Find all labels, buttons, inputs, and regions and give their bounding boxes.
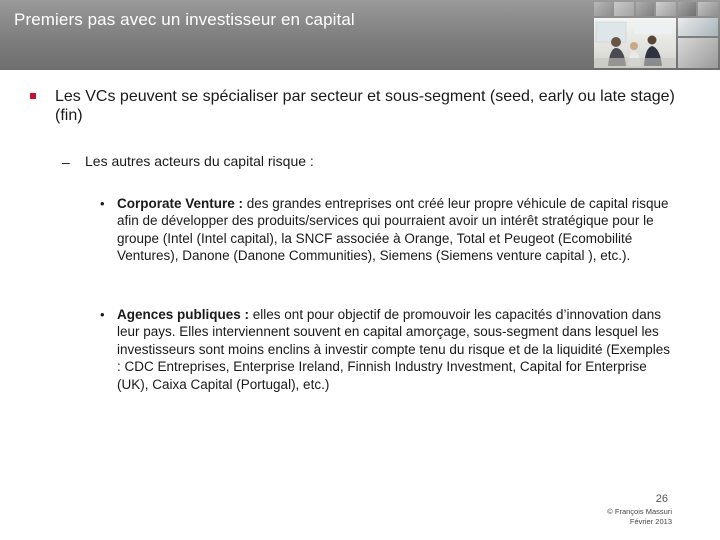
term-description: elles ont pour objectif de promouvoir les capacités d’innovation dans leur pays. Elles interviennent souvent en capital amorçage, sous-segment dans lesquel les investisseurs sont moins enclins à investir compte tenu du risque et de la liquidité (Exemples : CDC Entreprises, Enterprise Ireland, Finnish Industry Investment, Capital for Enterprise (UK), Caixa Capital (Portugal), etc.) bbox=[117, 307, 671, 392]
photo-tile bbox=[678, 38, 718, 68]
bullet-level-2: Les autres acteurs du capital risque : bbox=[85, 153, 314, 169]
slide-header bbox=[0, 0, 720, 70]
author-credit: © François Massuri bbox=[607, 507, 672, 516]
square-bullet-icon bbox=[30, 93, 36, 99]
footer-credit bbox=[0, 507, 672, 527]
page-number: 26 bbox=[655, 493, 668, 505]
photo-tile bbox=[656, 2, 676, 16]
footer-date: Février 2013 bbox=[629, 517, 672, 526]
header-photo-mosaic bbox=[590, 0, 720, 70]
slide-title: Premiers pas avec un investisseur en capital bbox=[14, 10, 355, 29]
dash-bullet-icon: – bbox=[62, 154, 70, 170]
photo-tile bbox=[636, 2, 654, 16]
bullet-agences-publiques bbox=[117, 306, 677, 393]
term-description: des grandes entreprises ont créé leur propre véhicule de capital risque afin de développer des produits/services qui pourraient avoir un intérêt stratégique pour le groupe (Intel (Intel capital), la SNCF associée à Orange, Total et Peugeot (Ecomobilité Ventures), Danone (Danone Communities), Siemens (Siemens venture capital ), etc.). bbox=[117, 196, 669, 264]
term-label: Corporate Venture : bbox=[117, 196, 244, 211]
photo-tile bbox=[678, 18, 718, 36]
dot-bullet-icon: • bbox=[100, 196, 105, 211]
bullet-corporate-venture bbox=[117, 195, 677, 265]
office-people-photo bbox=[594, 18, 676, 68]
photo-tile bbox=[594, 2, 612, 16]
term-label: Agences publiques : bbox=[117, 307, 250, 322]
photo-tile bbox=[698, 2, 718, 16]
photo-tile bbox=[678, 2, 696, 16]
dot-bullet-icon: • bbox=[100, 307, 105, 322]
bullet-level-1: Les VCs peuvent se spécialiser par secteur et sous-segment (seed, early ou late stage) (fin) bbox=[55, 88, 675, 124]
photo-tile bbox=[614, 2, 634, 16]
